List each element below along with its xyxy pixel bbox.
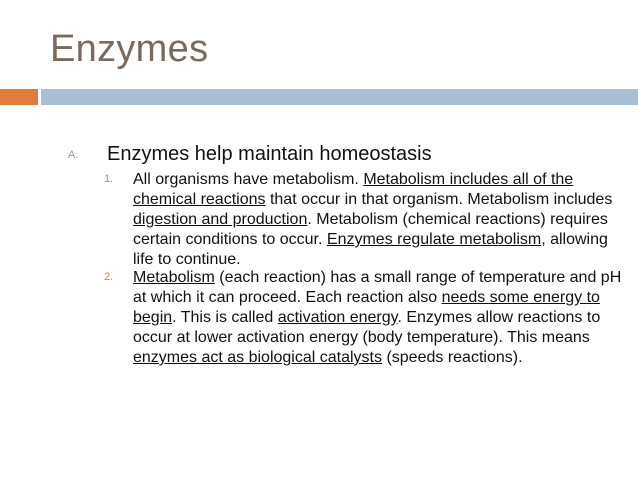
text-segment: (speeds reactions). [382, 349, 523, 366]
slide-title: Enzymes [50, 28, 209, 70]
underlined-phrase: needs some energy to begin [133, 289, 600, 326]
accent-bar-right [41, 89, 638, 105]
subpoint-marker: 1. [104, 173, 114, 185]
underlined-phrase: digestion and production [133, 211, 308, 228]
underlined-phrase: activation energy [277, 309, 398, 326]
point-marker: A. [68, 149, 79, 161]
accent-bar-left [0, 89, 38, 105]
text-segment: that occur in that organism. Metabolism includes [265, 191, 613, 208]
underlined-phrase: Metabolism [133, 269, 215, 286]
text-segment: . Metabolism (chemical reactions) requires certain conditions to occur. [133, 211, 608, 248]
underlined-phrase: Enzymes regulate metabolism [326, 231, 542, 248]
text-segment: (each reaction) has a small range of temperature and pH at which it can proceed. Each reaction also [133, 269, 622, 306]
point-heading: Enzymes help maintain homeostasis [107, 143, 432, 165]
text-segment: All organisms have metabolism. [133, 171, 364, 188]
text-segment: . This is called [172, 309, 278, 326]
text-segment: . Enzymes allow reactions to occur at lower activation energy (body temperature). This means [133, 309, 601, 346]
text-segment: , allowing life to continue. [133, 231, 608, 268]
underlined-phrase: Metabolism includes all of the chemical reactions [133, 171, 574, 208]
subpoint-text [133, 170, 631, 270]
subpoint-text [133, 268, 631, 368]
underlined-phrase: enzymes act as biological catalysts [133, 349, 382, 366]
subpoint-marker: 2. [104, 271, 114, 283]
